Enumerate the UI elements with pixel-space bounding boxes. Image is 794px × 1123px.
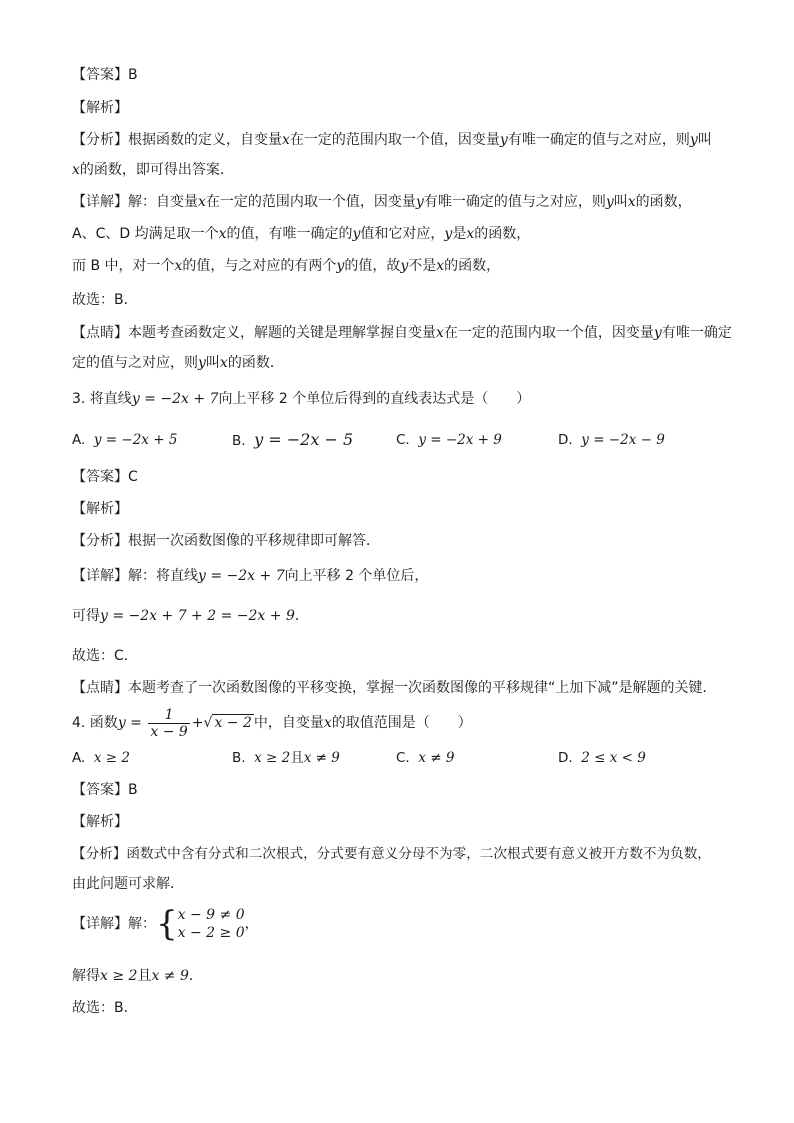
var-y: y xyxy=(444,226,453,242)
text: 的函数，即可得出答案． xyxy=(79,162,234,178)
q3-analysis xyxy=(72,531,380,551)
var-y: y xyxy=(352,226,361,242)
option-label: D. xyxy=(558,750,573,766)
text: 故选：C． xyxy=(72,648,138,664)
text: 由此问题可求解． xyxy=(72,876,184,892)
q3-option-b xyxy=(232,430,353,451)
var-x: x xyxy=(72,162,80,178)
option-label: A. xyxy=(72,432,86,448)
option-value: x ≠ 9 xyxy=(303,750,340,766)
inequality-system xyxy=(178,906,245,942)
text: 【分析】根据一次函数图像的平移规律即可解答． xyxy=(72,533,380,549)
text: 解得 xyxy=(72,968,100,984)
var-y: y xyxy=(198,355,206,371)
q3-answer xyxy=(72,467,138,487)
option-label: B. xyxy=(232,750,246,766)
var-y: y xyxy=(336,258,345,274)
text: 的值，故 xyxy=(344,258,401,274)
text: 【详解】解： xyxy=(72,916,156,932)
text: ． xyxy=(188,968,203,984)
q2-detail-line3 xyxy=(72,256,500,276)
var-y: y xyxy=(605,194,614,210)
text: 叫 xyxy=(613,194,628,210)
text: 的函数， xyxy=(444,258,501,274)
text: 向上平移 2 个单位后得到的直线表达式是（ ） xyxy=(218,391,531,407)
q2-answer-text: 【答案】B xyxy=(72,67,138,83)
text: 故选：B． xyxy=(72,292,138,308)
equation: x ≥ 2 xyxy=(100,968,138,984)
q3-option-d xyxy=(558,430,665,450)
text: 有唯一确定的值与之对应，则 xyxy=(507,132,690,148)
text: 【点睛】本题考查了一次函数图像的平移变换，掌握一次函数图像的平移规律“上加下减”是解题的关键． xyxy=(72,680,717,696)
var-x: x xyxy=(627,194,636,210)
q4-detail xyxy=(72,902,259,946)
text: 的函数． xyxy=(227,355,284,371)
option-label: B. xyxy=(232,433,246,449)
fraction xyxy=(148,707,189,740)
var-y: y xyxy=(499,132,508,148)
q4-stem xyxy=(72,706,472,740)
and-word: 且 xyxy=(290,750,304,766)
equation: x ≠ 9 xyxy=(151,968,189,984)
option-value: y = −2x − 9 xyxy=(581,432,665,448)
var-x: x xyxy=(466,226,475,242)
q3-jiexi xyxy=(72,499,128,519)
q4-option-d xyxy=(558,748,646,768)
text: 的值，有唯一确定的 xyxy=(226,226,353,242)
var-x: x xyxy=(436,258,445,274)
text: 【答案】C xyxy=(72,469,138,485)
q2-comment-line1 xyxy=(72,323,732,343)
option-label: D. xyxy=(558,432,573,448)
text: 有唯一确定的值与之对应，则 xyxy=(423,194,606,210)
text: ． xyxy=(294,608,309,624)
var-y: y xyxy=(415,194,424,210)
q4-answer xyxy=(72,780,138,800)
q3-comment xyxy=(72,678,717,698)
text: 定的值与之对应，则 xyxy=(72,355,198,371)
q4-result xyxy=(72,966,203,986)
inequality-2: x − 2 ≥ 0 xyxy=(177,925,245,941)
text: ， xyxy=(244,916,259,932)
text: 值和它对应， xyxy=(360,226,445,242)
plus-sign: + xyxy=(191,715,204,731)
text: 4. 函数 xyxy=(72,715,118,731)
equation: y = −2x + 7 + 2 = −2x + 9 xyxy=(100,608,295,624)
q4-analysis-line2 xyxy=(72,874,184,894)
option-label: C. xyxy=(396,750,410,766)
text: 【答案】B xyxy=(72,782,138,798)
option-value: x ≠ 9 xyxy=(418,750,455,766)
text: 的取值范围是（ ） xyxy=(331,715,472,731)
option-label: A. xyxy=(72,750,86,766)
q2-analysis-line2 xyxy=(72,160,234,180)
var-y: y xyxy=(400,258,409,274)
option-label: C. xyxy=(396,432,410,448)
q3-option-c xyxy=(396,430,502,450)
var-x: x xyxy=(323,715,332,731)
q2-choice xyxy=(72,290,138,310)
text: 【分析】根据函数的定义，自变量 xyxy=(72,132,282,148)
var-y: y xyxy=(689,132,698,148)
text: 是 xyxy=(452,226,467,242)
text: 【解析】 xyxy=(72,814,128,830)
q3-stem xyxy=(72,389,530,409)
text: 叫 xyxy=(697,132,712,148)
var-x: x xyxy=(219,355,228,371)
var-x: x xyxy=(198,194,206,210)
var-y: y xyxy=(653,325,662,341)
text: 【详解】解：将直线 xyxy=(72,568,198,584)
q4-option-b xyxy=(232,748,340,768)
brace-icon: { xyxy=(156,904,178,944)
and-word: 且 xyxy=(137,968,152,984)
option-value: y = −2x + 9 xyxy=(418,432,502,448)
inequality-1: x − 9 ≠ 0 xyxy=(177,907,245,923)
equation: y = xyxy=(117,715,142,731)
q3-option-a xyxy=(72,430,177,450)
text: 故选：B． xyxy=(72,1000,138,1016)
q2-comment-line2 xyxy=(72,353,284,373)
q2-jiexi xyxy=(72,98,128,118)
text: 在一定的范围内取一个值，因变量 xyxy=(205,194,416,210)
var-x: x xyxy=(218,226,227,242)
q4-choice xyxy=(72,998,138,1018)
q2-detail-line1 xyxy=(72,192,692,212)
text: 在一定的范围内取一个值，因变量 xyxy=(289,132,500,148)
q3-result xyxy=(72,606,309,626)
q4-jiexi xyxy=(72,812,128,832)
text: 而 B 中，对一个 xyxy=(72,258,175,274)
var-x: x xyxy=(282,132,290,148)
q2-detail-line2 xyxy=(72,224,530,244)
text: 【解析】 xyxy=(72,501,128,517)
q2-analysis-line1 xyxy=(72,130,712,150)
text: 的函数， xyxy=(635,194,692,210)
equation: y = −2x + 7 xyxy=(198,568,285,584)
text: 【分析】函数式中含有分式和二次根式，分式要有意义分母不为零，二次根式要有意义被开方数不为负数， xyxy=(72,846,711,862)
text: 向上平移 2 个单位后， xyxy=(284,568,429,584)
q4-option-a xyxy=(72,748,130,768)
text: A、C、D 均满足取一个 xyxy=(72,226,219,242)
equation: y = −2x + 7 xyxy=(131,391,219,407)
option-value: 2 ≤ x < 9 xyxy=(581,750,646,766)
text: 叫 xyxy=(205,355,220,371)
radicand: x − 2 xyxy=(214,715,252,731)
q3-detail xyxy=(72,566,428,586)
text: 有唯一确定 xyxy=(661,325,732,341)
option-value: y = −2x + 5 xyxy=(93,432,178,448)
text: 在一定的范围内取一个值，因变量 xyxy=(443,325,654,341)
text: 的函数， xyxy=(474,226,531,242)
q3-choice xyxy=(72,646,138,666)
text: 不是 xyxy=(408,258,437,274)
radical-icon: √ xyxy=(203,715,213,731)
fraction-denominator: x − 9 xyxy=(150,723,188,740)
var-x: x xyxy=(174,258,183,274)
var-x: x xyxy=(436,325,444,341)
text: 【点睛】本题考查函数定义，解题的关键是理解掌握自变量 xyxy=(72,325,436,341)
q4-analysis-line1 xyxy=(72,844,711,864)
option-value: x ≥ 2 xyxy=(93,750,130,766)
q4-option-c xyxy=(396,748,454,768)
q2-jiexi-text: 【解析】 xyxy=(72,100,128,116)
option-value: x ≥ 2 xyxy=(254,750,291,766)
text: 的值，与之对应的有两个 xyxy=(182,258,337,274)
text: 中，自变量 xyxy=(253,715,324,731)
text: 3. 将直线 xyxy=(72,391,132,407)
option-value: y = −2x − 5 xyxy=(254,430,354,449)
fraction-numerator: 1 xyxy=(148,707,189,724)
q2-answer xyxy=(72,65,138,85)
text: 可得 xyxy=(72,608,100,624)
text: 【详解】解：自变量 xyxy=(72,194,198,210)
